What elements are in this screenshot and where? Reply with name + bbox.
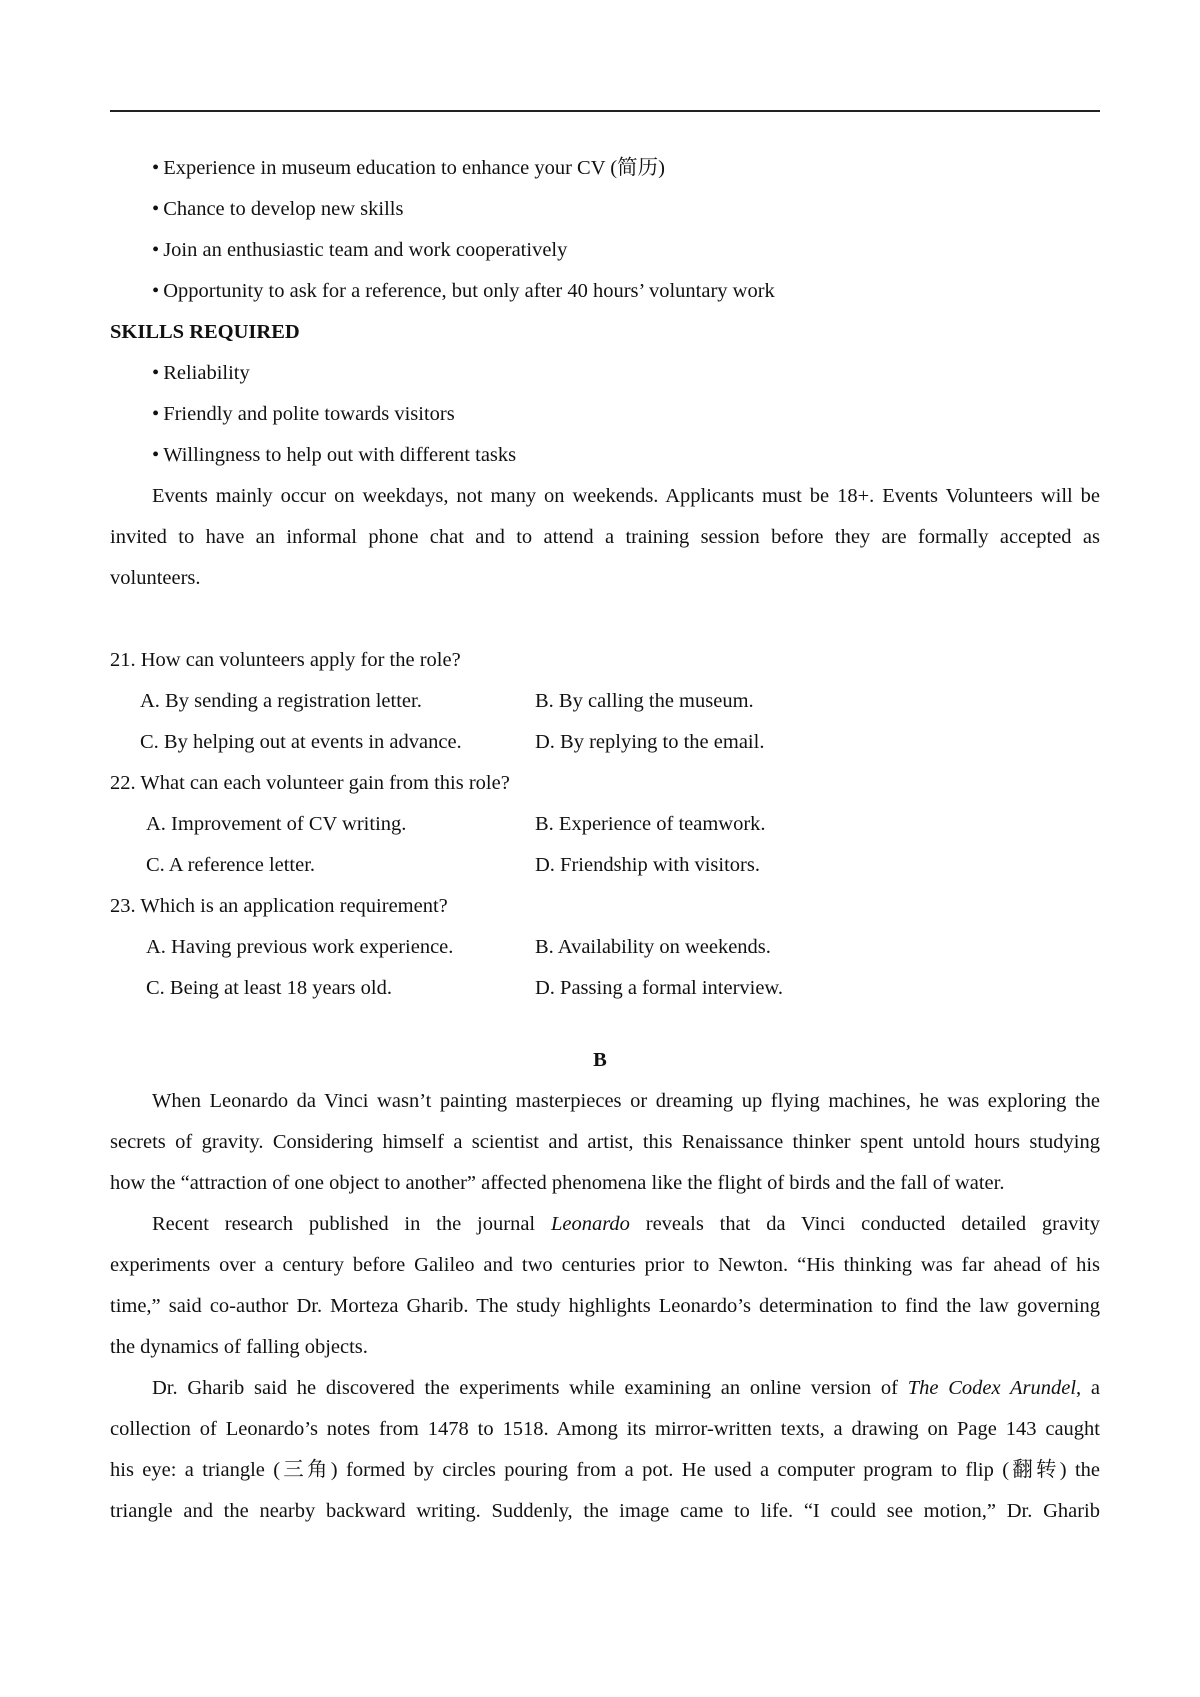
section-b-heading: B [593,1049,607,1071]
question-23-option-c: C. Being at least 18 years old. [146,977,392,999]
passage-b-p3-line-3: his eye: a triangle (三角) formed by circles pouring from a pot. He used a computer program to flip (翻转) the [110,1459,1100,1481]
question-22-option-b: B. Experience of teamwork. [535,813,766,835]
benefit-item-1: • Experience in museum education to enhance your CV (简历) [152,157,665,179]
passage-text: reveals that da Vinci conducted detailed gravity [629,1213,1100,1235]
passage-b-p3-line-2: collection of Leonardo’s notes from 1478 to 1518. Among its mirror-written texts, a drawing on Page 143 caught [110,1418,1100,1440]
codex-title: The Codex Arundel [907,1377,1077,1399]
passage-text: , a [1076,1377,1101,1399]
question-21-option-a: A. By sending a registration letter. [140,690,422,712]
question-22-option-d: D. Friendship with visitors. [535,854,760,876]
question-23-option-b: B. Availability on weekends. [535,936,771,958]
benefit-text: Chance to develop new skills [163,198,404,220]
passage-text: Recent research published in the journal [152,1213,551,1235]
skill-item-1: • Reliability [152,362,250,384]
benefit-item-3: • Join an enthusiastic team and work cooperatively [152,239,568,261]
question-22-option-c: C. A reference letter. [146,854,316,876]
skill-text: Reliability [163,362,250,384]
question-22-stem: 22. What can each volunteer gain from this role? [110,772,510,794]
skills-heading: SKILLS REQUIRED [110,321,300,343]
benefit-text: Opportunity to ask for a reference, but only after 40 hours’ voluntary work [163,280,775,302]
events-paragraph-line-2: invited to have an informal phone chat and to attend a training session before they are formally accepted as [110,526,1100,548]
question-23-option-d: D. Passing a formal interview. [535,977,784,999]
passage-b-p2-line-2: experiments over a century before Galileo and two centuries prior to Newton. “His thinking was far ahead of his [110,1254,1100,1276]
passage-b-p1-line-2: secrets of gravity. Considering himself a scientist and artist, this Renaissance thinker spent untold hours studying [110,1131,1100,1153]
passage-b-p3-line-4: triangle and the nearby backward writing. Suddenly, the image came to life. “I could see motion,” Dr. Gharib [110,1500,1100,1522]
passage-b-p3-line-1 [110,1374,1100,1402]
events-paragraph-line-1: Events mainly occur on weekdays, not many on weekends. Applicants must be 18+. Events Volunteers will be [152,485,1100,507]
question-21-option-b: B. By calling the museum. [535,690,754,712]
benefit-text: Join an enthusiastic team and work cooperatively [163,239,568,261]
passage-b-p2-line-4: the dynamics of falling objects. [110,1336,368,1358]
question-21-option-c: C. By helping out at events in advance. [140,731,462,753]
events-paragraph-line-3: volunteers. [110,567,201,589]
skill-text: Friendly and polite towards visitors [163,403,455,425]
passage-b-p2-line-1 [110,1210,1100,1238]
journal-title: Leonardo [550,1213,630,1235]
question-21-option-d: D. By replying to the email. [535,731,765,753]
skill-item-2: • Friendly and polite towards visitors [152,403,455,425]
passage-b-p1-line-3: how the “attraction of one object to another” affected phenomena like the flight of birds and the fall of water. [110,1172,1005,1194]
question-23-stem: 23. Which is an application requirement? [110,895,448,917]
passage-b-p1-line-1: When Leonardo da Vinci wasn’t painting masterpieces or dreaming up flying machines, he was exploring the [152,1090,1100,1112]
question-22-option-a: A. Improvement of CV writing. [146,813,407,835]
benefit-text: Experience in museum education to enhance your CV (简历) [163,157,665,179]
skill-item-3: • Willingness to help out with different tasks [152,444,517,466]
benefit-item-4: • Opportunity to ask for a reference, but only after 40 hours’ voluntary work [152,280,775,302]
benefit-item-2: • Chance to develop new skills [152,198,404,220]
passage-b-p2-line-3: time,” said co-author Dr. Morteza Gharib. The study highlights Leonardo’s determination to find the law governing [110,1295,1100,1317]
passage-text: Dr. Gharib said he discovered the experiments while examining an online version of [152,1377,908,1399]
question-21-stem: 21. How can volunteers apply for the role? [110,649,461,671]
question-23-option-a: A. Having previous work experience. [146,936,454,958]
skill-text: Willingness to help out with different tasks [163,444,517,466]
header-rule [110,110,1100,112]
